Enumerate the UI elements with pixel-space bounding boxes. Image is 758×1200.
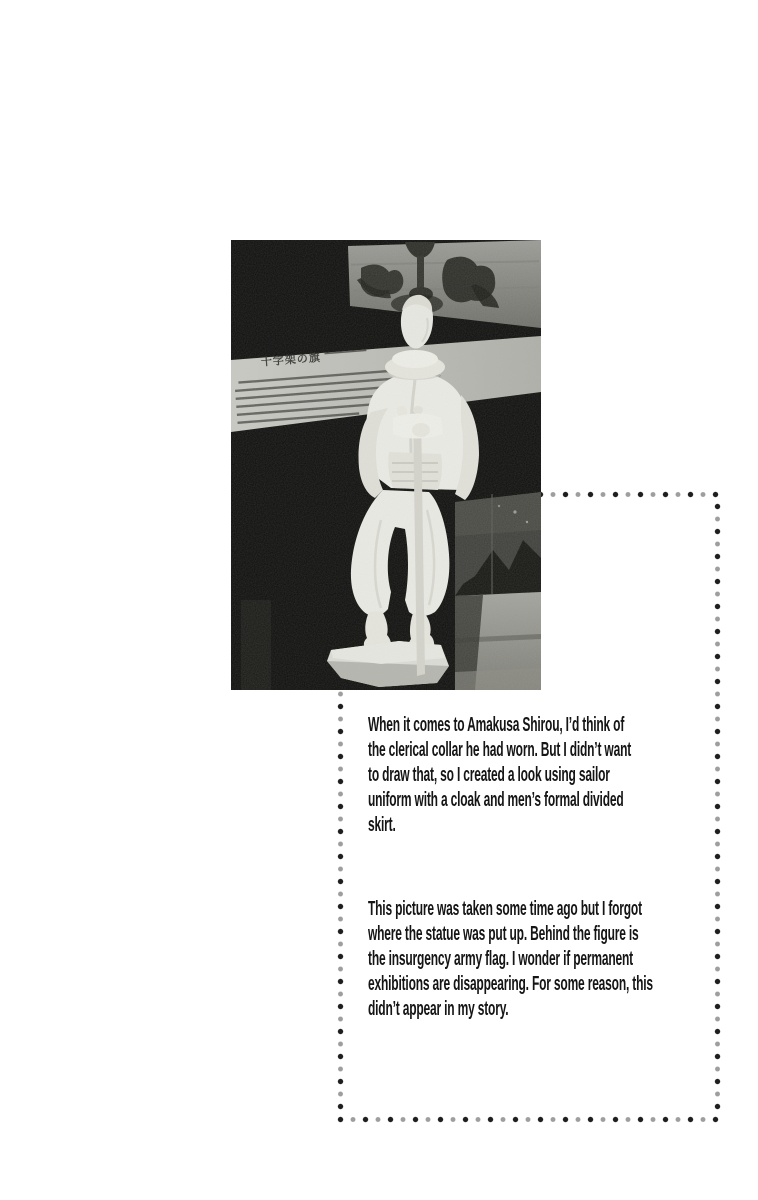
text-line: uniform with a cloak and men’s formal divided	[368, 789, 624, 811]
text-line: the insurgency army flag. I wonder if permanent	[368, 948, 633, 970]
text-line: to draw that, so I created a look using sailor	[368, 764, 610, 786]
text-line: where the statue was put up. Behind the figure is	[368, 923, 639, 945]
statue-photo-graphic	[231, 240, 541, 690]
photo-grain-overlay	[231, 240, 541, 690]
dotted-border-bottom	[337, 1116, 721, 1123]
text-line: didn’t appear in my story.	[368, 998, 509, 1020]
text-line: exhibitions are disappearing. For some reason, this	[368, 973, 653, 995]
text-line: When it comes to Amakusa Shirou, I’d think of	[368, 714, 625, 736]
note-paragraph-2	[368, 897, 653, 1022]
text-line: skirt.	[368, 814, 396, 836]
text-line: the clerical collar he had worn. But I didn’t want	[368, 739, 632, 761]
dotted-border-right	[714, 503, 721, 1111]
text-line: This picture was taken some time ago but I forgot	[368, 898, 642, 920]
statue-photo	[231, 240, 541, 690]
note-paragraph-1	[368, 713, 631, 838]
